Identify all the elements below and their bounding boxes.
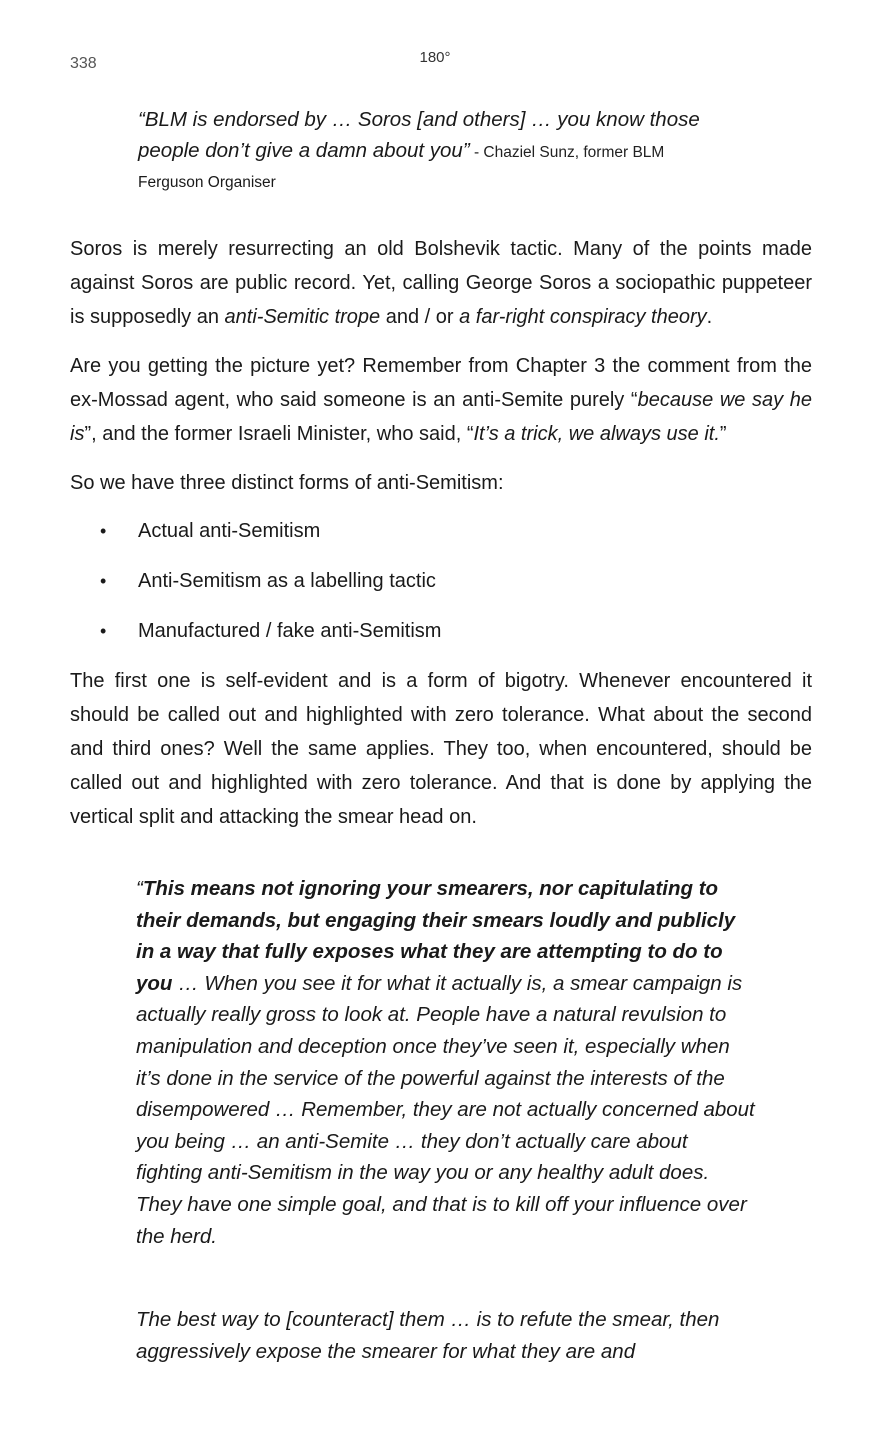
paragraph-emphasis: because we say he is <box>70 389 812 445</box>
bullet-list <box>70 514 812 648</box>
list-item <box>70 514 812 548</box>
paragraph-emphasis: It’s a trick, we always use it. <box>473 423 720 445</box>
paragraph-text: Soros is merely resurrecting an old Bolshevik tactic. Many of the points made against Soros are public record. Yet, calling George Soros a sociopathic puppeteer is supposedly an <box>70 238 812 328</box>
blockquote-italic-text: … When you see it for what it actually is, a smear campaign is actually really gross to look at. People have a natural revulsion to manipulation and deception once they’ve seen it, especially when it’s done in the service of the powerful against the interests of the disempowered … Remember, they are not actually concerned about you being … an anti-Semite … they don’t actually care about fighting anti-Semitism in the way you or any healthy adult does. They have one simple goal, and that is to kill off your influence over the herd. <box>136 971 755 1248</box>
list-item <box>70 564 812 598</box>
list-item-text: Anti-Semitism as a labelling tactic <box>138 570 436 592</box>
paragraph-text: . <box>706 306 713 328</box>
paragraph-emphasis: anti-Semitic trope <box>224 306 381 328</box>
blockquote-open-quote: “ <box>136 877 143 900</box>
paragraph-text: ”, and the former Israeli Minister, who said, “ <box>84 423 474 445</box>
paragraph-text: ” <box>719 423 727 445</box>
paragraph-text: Are you getting the picture yet? Remember from Chapter 3 the comment from the ex-Mossad agent, who said someone is an anti-Semite purely “ <box>70 355 812 411</box>
block-quote <box>136 873 756 1367</box>
list-item <box>70 614 812 648</box>
bullet-marker: • <box>100 571 107 591</box>
running-head: 180° <box>419 49 451 66</box>
bullet-marker: • <box>100 621 107 641</box>
paragraph-soros <box>70 232 812 334</box>
page-number: 338 <box>70 55 97 72</box>
epigraph-quote: “BLM is endorsed by … Soros [and others] … you know those people don’t give a damn about you” <box>138 108 700 162</box>
bullet-marker: • <box>100 521 107 541</box>
paragraph-emphasis: a far-right conspiracy theory <box>459 306 707 328</box>
paragraph-first-one: The first one is self-evident and is a form of bigotry. Whenever encountered it should be called out and highlighted with zero tolerance. What about the second and third ones? Well the same applies. They too, when encountered, should be called out and highlighted with zero tolerance. And that is done by applying the vertical split and attacking the smear head on. <box>70 670 812 828</box>
blockquote-second-paragraph: The best way to [counteract] them … is to refute the smear, then aggressively expose the smearer for what they are and <box>136 1308 720 1363</box>
epigraph <box>138 104 738 198</box>
list-item-text: Actual anti-Semitism <box>138 520 321 542</box>
epigraph-attribution-org: Ferguson Organiser <box>138 174 276 191</box>
paragraph-text: and / or <box>380 306 460 328</box>
list-item-text: Manufactured / fake anti-Semitism <box>138 620 442 642</box>
page-content <box>70 104 812 1367</box>
paragraph-picture <box>70 349 812 451</box>
blockquote-bold-text: This means not ignoring your smearers, nor capitulating to their demands, but engaging their smears loudly and publicly in a way that fully exposes what they are attempting to do to you <box>136 877 736 995</box>
paragraph-three-forms: So we have three distinct forms of anti-Semitism: <box>70 472 504 494</box>
epigraph-attribution: - Chaziel Sunz, former BLM <box>469 144 665 161</box>
